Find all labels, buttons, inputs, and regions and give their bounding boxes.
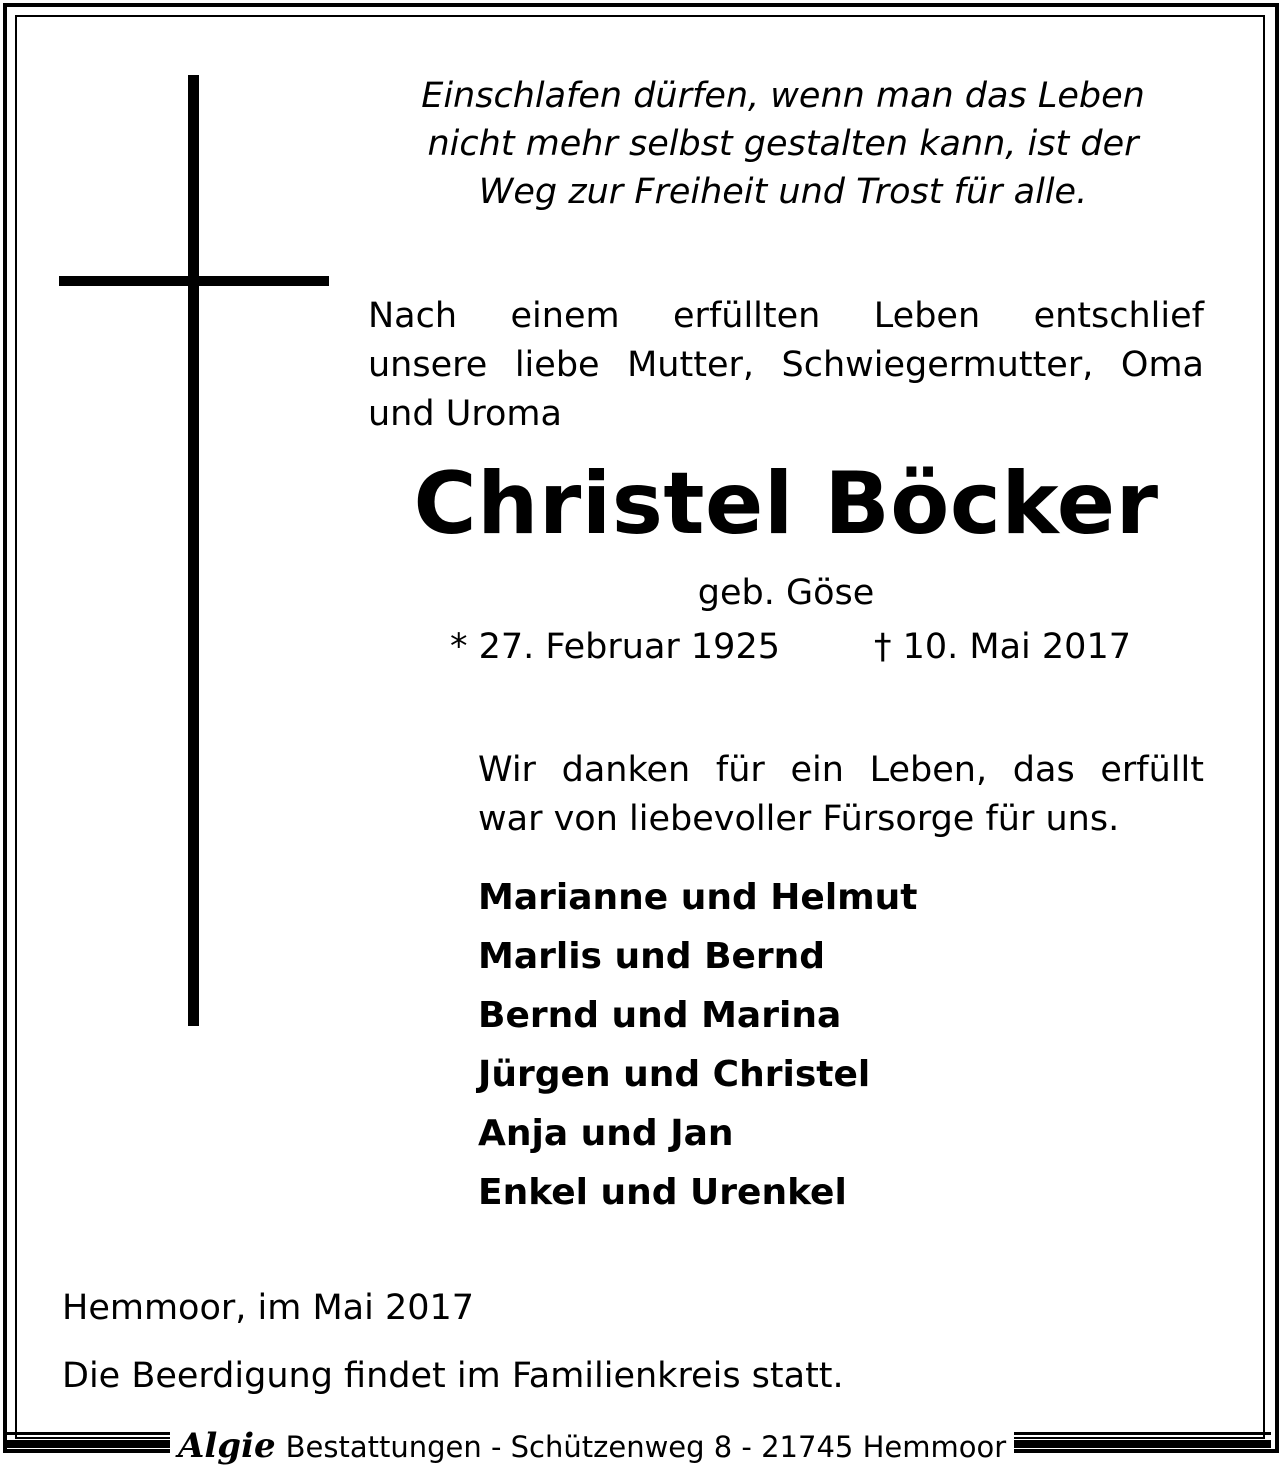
motto-line: Einschlafen dürfen, wenn man das Leben (421, 76, 1145, 116)
mourner-entry: Marianne und Helmut (478, 877, 918, 918)
intro-line: unsere liebe Mutter, Schwiegermutter, Oma (368, 345, 1204, 385)
death-date: † 10. Mai 2017 (874, 627, 1131, 667)
thanks-line: Wir danken für ein Leben, das erfüllt (478, 750, 1204, 790)
mourner-entry: Anja und Jan (478, 1113, 734, 1154)
inner-border (15, 15, 1265, 1439)
motto-line: Weg zur Freiheit und Trost für alle. (478, 172, 1088, 212)
maiden-name: geb. Göse (697, 573, 875, 613)
cross-horizontal-beam (59, 276, 329, 286)
intro-text (368, 292, 1204, 439)
mourner-entry: Enkel und Urenkel (478, 1172, 847, 1213)
thanks-text (478, 746, 1204, 844)
mourner-entry: Jürgen und Christel (478, 1054, 871, 1095)
funeral-home-info: Bestattungen - Schützenweg 8 - 21745 Hemmoor (285, 1430, 1007, 1464)
mourners-list (478, 868, 1178, 1222)
intro-line: und Uroma (368, 394, 562, 434)
motto-line: nicht mehr selbst gestalten kann, ist der (427, 124, 1139, 164)
funeral-home-credit (170, 1426, 1014, 1466)
deceased-name: Christel Böcker (413, 454, 1159, 554)
motto-verse (400, 72, 1166, 216)
mourner-entry: Marlis und Bernd (478, 936, 826, 977)
footer-bar (0, 1418, 1280, 1471)
birth-date: * 27. Februar 1925 (450, 627, 780, 667)
cross-vertical-beam (188, 75, 199, 1026)
funeral-home-logo: Algie (178, 1426, 276, 1466)
intro-line: Nach einem erfüllten Leben entschlief (368, 296, 1204, 336)
thanks-line: war von liebevoller Fürsorge für uns. (478, 799, 1120, 839)
place-date: Hemmoor, im Mai 2017 (62, 1288, 475, 1328)
mourner-entry: Bernd und Marina (478, 995, 842, 1036)
burial-note: Die Beerdigung findet im Familienkreis statt. (62, 1356, 844, 1396)
